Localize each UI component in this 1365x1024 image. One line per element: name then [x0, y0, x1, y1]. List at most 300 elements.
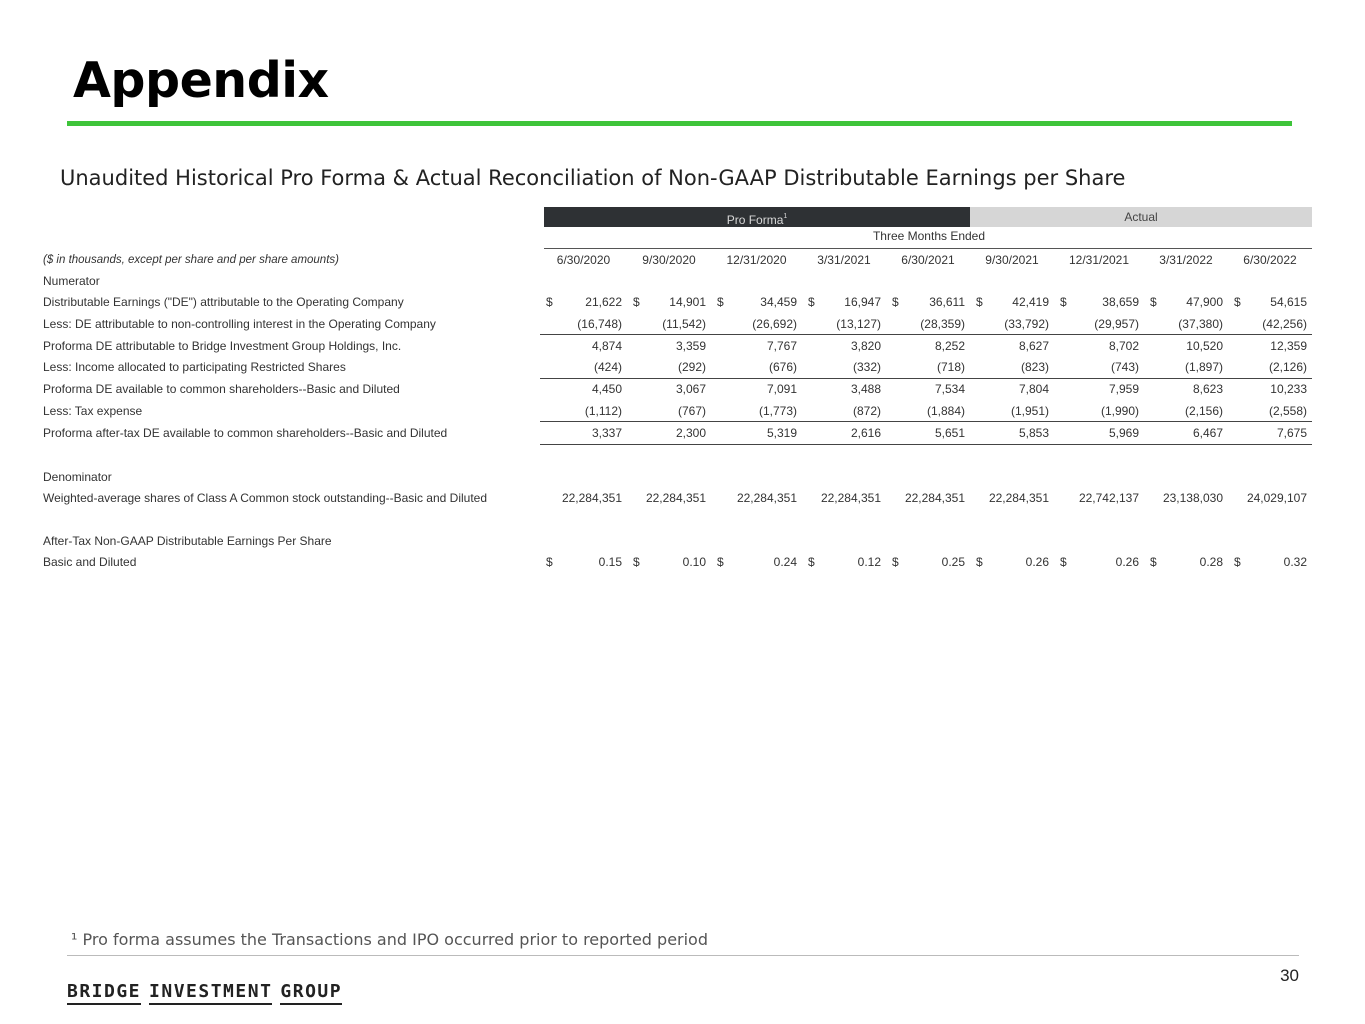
- value-cell: 7,675: [1241, 422, 1312, 444]
- value-cell: 0.15: [598, 554, 622, 569]
- value-cell: [556, 270, 627, 291]
- value-cell: 3,359: [640, 335, 711, 357]
- currency-cell: $: [892, 295, 899, 310]
- value-cell: [815, 530, 886, 551]
- currency-cell: [802, 400, 815, 422]
- currency-cell: [627, 422, 640, 444]
- currency-cell: [970, 530, 983, 551]
- currency-cell: [711, 509, 724, 530]
- value-cell: 8,702: [1067, 335, 1144, 357]
- currency-cell: [802, 444, 815, 466]
- date-header: 12/31/2020: [726, 252, 787, 267]
- value-cell: 54,615: [1270, 295, 1307, 310]
- value-cell: (676): [768, 360, 797, 375]
- table-subtitle: Unaudited Historical Pro Forma & Actual Reconciliation of Non-GAAP Distributable Earnings per Share: [60, 166, 1126, 190]
- value-cell: 0.10: [682, 554, 706, 569]
- currency-cell: [802, 356, 815, 378]
- currency-cell: [802, 378, 815, 400]
- currency-cell: [1228, 444, 1241, 466]
- currency-cell: [1228, 335, 1241, 357]
- currency-cell: [540, 466, 556, 487]
- value-cell: 0.25: [941, 554, 965, 569]
- value-cell: (1,884): [926, 403, 965, 418]
- currency-cell: [540, 270, 556, 291]
- value-cell: [724, 270, 802, 291]
- currency-cell: [540, 356, 556, 378]
- currency-cell: [886, 530, 899, 551]
- currency-cell: [1228, 422, 1241, 444]
- value-cell: (1,112): [584, 403, 622, 418]
- currency-cell: [802, 313, 815, 335]
- value-cell: [899, 466, 970, 487]
- currency-cell: [627, 335, 640, 357]
- value-cell: 12,359: [1241, 335, 1312, 357]
- table-row: [40, 530, 1312, 551]
- currency-cell: [802, 335, 815, 357]
- currency-cell: [970, 270, 983, 291]
- logo-word: GROUP: [280, 981, 342, 1005]
- currency-cell: [711, 487, 724, 508]
- value-cell: [556, 466, 627, 487]
- value-cell: [724, 466, 802, 487]
- currency-cell: [540, 313, 556, 335]
- currency-cell: [1054, 356, 1067, 378]
- date-header: 6/30/2020: [556, 252, 611, 267]
- date-header: 3/31/2022: [1159, 252, 1213, 267]
- date-header: 6/30/2022: [1243, 252, 1297, 267]
- value-cell: [556, 509, 627, 530]
- value-cell: (1,990): [1100, 403, 1139, 418]
- currency-cell: [970, 466, 983, 487]
- value-cell: (823): [1020, 360, 1049, 375]
- value-cell: (2,156): [1184, 403, 1223, 418]
- currency-cell: $: [976, 295, 983, 310]
- value-cell: [1067, 530, 1144, 551]
- period-label: Three Months Ended: [872, 229, 986, 243]
- currency-cell: [1144, 422, 1157, 444]
- currency-cell: [1228, 509, 1241, 530]
- row-label: Proforma after-tax DE available to common shareholders--Basic and Diluted: [43, 426, 448, 441]
- date-header: 12/31/2021: [1068, 252, 1130, 267]
- value-cell: (767): [677, 403, 706, 418]
- value-cell: [815, 509, 886, 530]
- currency-cell: [627, 356, 640, 378]
- value-cell: 22,284,351: [561, 490, 622, 505]
- currency-cell: $: [808, 554, 815, 569]
- currency-cell: $: [633, 554, 640, 569]
- value-cell: [1157, 466, 1228, 487]
- currency-cell: [1054, 509, 1067, 530]
- currency-cell: [1228, 270, 1241, 291]
- value-cell: (292): [677, 360, 706, 375]
- table-row: [40, 378, 1312, 400]
- value-cell: [899, 530, 970, 551]
- value-cell: [1241, 509, 1312, 530]
- value-cell: 8,623: [1157, 378, 1228, 400]
- value-cell: [899, 509, 970, 530]
- value-cell: [1067, 466, 1144, 487]
- table-row: [40, 292, 1312, 313]
- currency-cell: $: [546, 554, 553, 569]
- row-label: Less: DE attributable to non-controlling interest in the Operating Company: [43, 316, 436, 331]
- currency-cell: [627, 400, 640, 422]
- value-cell: 22,742,137: [1078, 490, 1139, 505]
- currency-cell: [540, 400, 556, 422]
- row-label: After-Tax Non-GAAP Distributable Earnings Per Share: [43, 533, 332, 548]
- value-cell: 8,252: [899, 335, 970, 357]
- value-cell: 2,616: [815, 422, 886, 444]
- value-cell: (1,773): [758, 403, 797, 418]
- table-row: [40, 444, 1312, 466]
- value-cell: [724, 530, 802, 551]
- value-cell: [1157, 444, 1228, 466]
- value-cell: 7,091: [724, 378, 802, 400]
- currency-cell: [1054, 466, 1067, 487]
- currency-cell: $: [1060, 554, 1067, 569]
- currency-cell: [1144, 530, 1157, 551]
- value-cell: 0.24: [773, 554, 797, 569]
- currency-cell: [1144, 509, 1157, 530]
- currency-cell: [1054, 444, 1067, 466]
- table-row: [40, 509, 1312, 530]
- value-cell: 7,959: [1067, 378, 1144, 400]
- currency-cell: [627, 466, 640, 487]
- value-cell: [640, 466, 711, 487]
- currency-cell: $: [1060, 295, 1067, 310]
- currency-cell: [1144, 270, 1157, 291]
- date-header-row: [40, 249, 1312, 270]
- currency-cell: [970, 356, 983, 378]
- currency-cell: [886, 270, 899, 291]
- value-cell: 5,853: [983, 422, 1054, 444]
- value-cell: [815, 466, 886, 487]
- currency-cell: [1228, 530, 1241, 551]
- currency-cell: [886, 422, 899, 444]
- currency-cell: [540, 422, 556, 444]
- pro-forma-footnote-marker: 1: [783, 213, 788, 220]
- value-cell: (1,897): [1184, 360, 1223, 375]
- currency-cell: [970, 422, 983, 444]
- title-underline: [67, 121, 1292, 126]
- currency-cell: [540, 530, 556, 551]
- currency-cell: [1228, 400, 1241, 422]
- row-label: Proforma DE attributable to Bridge Investment Group Holdings, Inc.: [43, 338, 402, 353]
- currency-cell: [627, 487, 640, 508]
- currency-cell: [711, 530, 724, 551]
- value-cell: 22,284,351: [904, 490, 965, 505]
- logo-word: BRIDGE: [67, 981, 141, 1005]
- currency-cell: [627, 378, 640, 400]
- page-number: 30: [1280, 966, 1299, 985]
- value-cell: 5,319: [724, 422, 802, 444]
- value-cell: 0.26: [1025, 554, 1049, 569]
- currency-cell: [540, 487, 556, 508]
- value-cell: [983, 509, 1054, 530]
- currency-cell: [1144, 378, 1157, 400]
- value-cell: (28,359): [920, 316, 965, 331]
- logo-word: INVESTMENT: [149, 981, 272, 1005]
- currency-cell: [970, 335, 983, 357]
- value-cell: 4,874: [556, 335, 627, 357]
- value-cell: (1,951): [1010, 403, 1049, 418]
- value-cell: (872): [852, 403, 881, 418]
- currency-cell: [540, 378, 556, 400]
- currency-cell: [886, 466, 899, 487]
- currency-cell: [711, 378, 724, 400]
- value-cell: [983, 270, 1054, 291]
- value-cell: [640, 444, 711, 466]
- currency-cell: [627, 509, 640, 530]
- currency-cell: [711, 444, 724, 466]
- value-cell: 7,804: [983, 378, 1054, 400]
- value-cell: [1157, 270, 1228, 291]
- value-cell: [640, 509, 711, 530]
- currency-cell: [1144, 466, 1157, 487]
- value-cell: 6,467: [1157, 422, 1228, 444]
- row-label: Proforma DE available to common shareholders--Basic and Diluted: [43, 382, 400, 397]
- value-cell: 10,233: [1241, 378, 1312, 400]
- value-cell: 22,284,351: [736, 490, 797, 505]
- currency-cell: [540, 444, 556, 466]
- pro-forma-band: [544, 207, 970, 227]
- value-cell: [1067, 509, 1144, 530]
- currency-cell: [1144, 335, 1157, 357]
- currency-cell: [711, 270, 724, 291]
- row-label: [40, 509, 540, 530]
- value-cell: (33,792): [1004, 316, 1049, 331]
- value-cell: [556, 444, 627, 466]
- value-cell: (332): [852, 360, 881, 375]
- currency-cell: [1144, 356, 1157, 378]
- value-cell: [815, 270, 886, 291]
- value-cell: [724, 444, 802, 466]
- currency-cell: [802, 270, 815, 291]
- value-cell: (11,542): [662, 316, 706, 331]
- value-cell: (2,558): [1268, 403, 1307, 418]
- currency-cell: [711, 422, 724, 444]
- value-cell: [983, 530, 1054, 551]
- row-label: Numerator: [43, 273, 100, 288]
- value-cell: 2,300: [640, 422, 711, 444]
- currency-cell: $: [546, 295, 553, 310]
- value-cell: 21,622: [585, 295, 622, 310]
- currency-cell: [886, 378, 899, 400]
- value-cell: 0.12: [857, 554, 881, 569]
- date-header: 9/30/2021: [985, 252, 1039, 267]
- value-cell: (13,127): [836, 316, 881, 331]
- value-cell: 8,627: [983, 335, 1054, 357]
- value-cell: (29,957): [1094, 316, 1139, 331]
- value-cell: [640, 270, 711, 291]
- currency-cell: [1054, 530, 1067, 551]
- value-cell: (718): [936, 360, 965, 375]
- currency-cell: $: [633, 295, 640, 310]
- row-label: Basic and Diluted: [43, 554, 137, 569]
- currency-cell: [970, 378, 983, 400]
- value-cell: (743): [1110, 360, 1139, 375]
- currency-cell: [802, 487, 815, 508]
- date-header: 3/31/2021: [817, 252, 871, 267]
- value-cell: (42,256): [1262, 316, 1307, 331]
- value-cell: 3,488: [815, 378, 886, 400]
- value-cell: [899, 444, 970, 466]
- value-cell: 5,651: [899, 422, 970, 444]
- currency-cell: [1144, 400, 1157, 422]
- currency-cell: [627, 313, 640, 335]
- currency-cell: [1228, 313, 1241, 335]
- currency-cell: [627, 270, 640, 291]
- currency-cell: [1054, 378, 1067, 400]
- currency-cell: [1054, 313, 1067, 335]
- table-row: [40, 356, 1312, 378]
- value-cell: 42,419: [1012, 295, 1049, 310]
- currency-cell: [802, 509, 815, 530]
- currency-cell: $: [892, 554, 899, 569]
- currency-cell: [886, 509, 899, 530]
- currency-cell: [886, 335, 899, 357]
- currency-cell: $: [1150, 554, 1157, 569]
- footer-rule: [67, 955, 1299, 956]
- value-cell: (424): [593, 360, 622, 375]
- currency-cell: [970, 509, 983, 530]
- date-header: 6/30/2021: [901, 252, 955, 267]
- value-cell: [1067, 444, 1144, 466]
- value-cell: 36,611: [929, 295, 965, 310]
- value-cell: 4,450: [556, 378, 627, 400]
- currency-cell: [1228, 487, 1241, 508]
- reconciliation-table: [40, 249, 1312, 572]
- value-cell: 0.26: [1115, 554, 1139, 569]
- value-cell: 3,820: [815, 335, 886, 357]
- currency-cell: [1054, 335, 1067, 357]
- currency-cell: $: [1150, 295, 1157, 310]
- value-cell: 7,767: [724, 335, 802, 357]
- value-cell: 22,284,351: [645, 490, 706, 505]
- units-note: ($ in thousands, except per share and per share amounts): [43, 253, 339, 266]
- currency-cell: [711, 335, 724, 357]
- currency-cell: [970, 313, 983, 335]
- value-cell: (26,692): [752, 316, 797, 331]
- currency-cell: $: [717, 295, 724, 310]
- currency-cell: [802, 530, 815, 551]
- value-cell: 3,067: [640, 378, 711, 400]
- currency-cell: [627, 444, 640, 466]
- value-cell: [1157, 509, 1228, 530]
- currency-cell: [627, 530, 640, 551]
- value-cell: [983, 466, 1054, 487]
- currency-cell: [1228, 356, 1241, 378]
- value-cell: 34,459: [760, 295, 797, 310]
- currency-cell: [711, 356, 724, 378]
- table-row: [40, 466, 1312, 487]
- footnote: ¹ Pro forma assumes the Transactions and IPO occurred prior to reported period: [71, 930, 708, 949]
- value-cell: 22,284,351: [988, 490, 1049, 505]
- page-title: Appendix: [73, 52, 329, 109]
- currency-cell: $: [976, 554, 983, 569]
- value-cell: 22,284,351: [820, 490, 881, 505]
- value-cell: 14,901: [669, 295, 706, 310]
- pro-forma-label: Pro Forma: [726, 213, 784, 227]
- table-row: [40, 313, 1312, 335]
- value-cell: 10,520: [1157, 335, 1228, 357]
- value-cell: 16,947: [844, 295, 881, 310]
- value-cell: 0.28: [1199, 554, 1223, 569]
- currency-cell: [540, 509, 556, 530]
- currency-cell: [970, 400, 983, 422]
- currency-cell: [970, 444, 983, 466]
- table-row: [40, 335, 1312, 357]
- currency-cell: [970, 487, 983, 508]
- actual-band: Actual: [970, 207, 1312, 227]
- value-cell: [1241, 444, 1312, 466]
- currency-cell: [711, 466, 724, 487]
- value-cell: (16,748): [577, 316, 622, 331]
- currency-cell: [886, 400, 899, 422]
- currency-cell: [886, 356, 899, 378]
- currency-cell: [540, 335, 556, 357]
- value-cell: [1241, 270, 1312, 291]
- currency-cell: [1054, 400, 1067, 422]
- currency-cell: [886, 487, 899, 508]
- value-cell: [1241, 466, 1312, 487]
- value-cell: [983, 444, 1054, 466]
- currency-cell: $: [1234, 554, 1241, 569]
- table-row: [40, 487, 1312, 508]
- currency-cell: [711, 313, 724, 335]
- currency-cell: $: [808, 295, 815, 310]
- value-cell: [815, 444, 886, 466]
- value-cell: [556, 530, 627, 551]
- value-cell: [1241, 530, 1312, 551]
- currency-cell: [1054, 422, 1067, 444]
- currency-cell: [1228, 466, 1241, 487]
- value-cell: 3,337: [556, 422, 627, 444]
- currency-cell: $: [717, 554, 724, 569]
- currency-cell: [802, 422, 815, 444]
- table-row: [40, 270, 1312, 291]
- value-cell: (2,126): [1268, 360, 1307, 375]
- currency-cell: [1144, 487, 1157, 508]
- table-row: [40, 400, 1312, 422]
- currency-cell: [802, 466, 815, 487]
- row-label: Denominator: [43, 469, 112, 484]
- currency-cell: [1144, 313, 1157, 335]
- value-cell: [640, 530, 711, 551]
- currency-cell: [1054, 270, 1067, 291]
- table-row: [40, 422, 1312, 444]
- value-cell: 47,900: [1186, 295, 1223, 310]
- currency-cell: $: [1234, 295, 1241, 310]
- row-label: Less: Income allocated to participating Restricted Shares: [43, 360, 346, 375]
- currency-cell: [886, 444, 899, 466]
- value-cell: [1157, 530, 1228, 551]
- value-cell: [899, 270, 970, 291]
- row-label: Distributable Earnings ("DE") attributable to the Operating Company: [43, 295, 404, 310]
- value-cell: (37,380): [1178, 316, 1223, 331]
- table-row: [40, 551, 1312, 572]
- currency-cell: [1228, 378, 1241, 400]
- currency-cell: [886, 313, 899, 335]
- value-cell: 38,659: [1102, 295, 1139, 310]
- value-cell: [1067, 270, 1144, 291]
- row-label: Less: Tax expense: [43, 403, 143, 418]
- row-label: Weighted-average shares of Class A Common stock outstanding--Basic and Diluted: [43, 490, 488, 505]
- value-cell: 23,138,030: [1162, 490, 1223, 505]
- value-cell: 5,969: [1067, 422, 1144, 444]
- currency-cell: [1054, 487, 1067, 508]
- currency-cell: [1144, 444, 1157, 466]
- currency-cell: [711, 400, 724, 422]
